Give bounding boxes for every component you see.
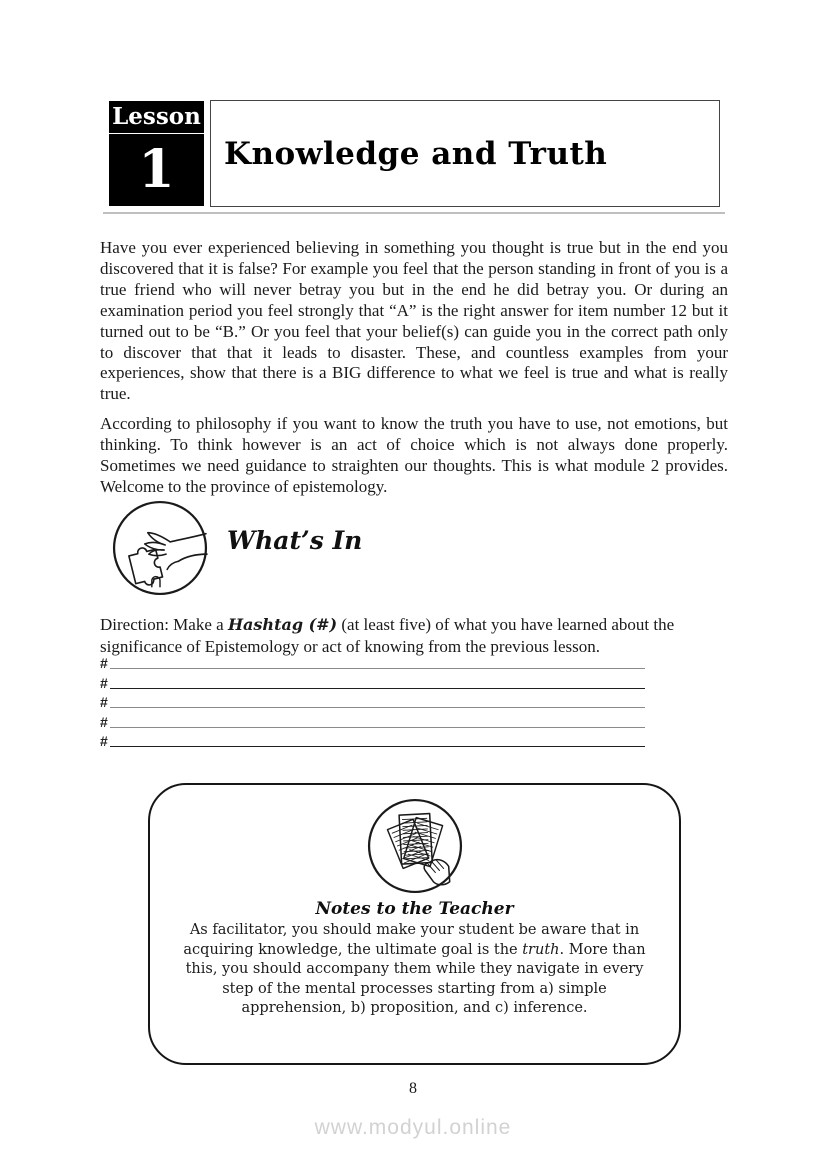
answer-blank-line (110, 727, 645, 728)
hashtag-blank-row (100, 730, 645, 749)
hashtag-blank-row (100, 652, 645, 671)
page-number: 8 (409, 1080, 417, 1097)
lesson-title: Knowledge and Truth (224, 135, 608, 172)
notes-body-suffix: . More than this, you should accompany them while they navigate in every step of the mental processes starting from a) simple apprehension, b) proposition, and c) inference. (185, 941, 646, 1016)
hashtag-blank-list (100, 652, 645, 749)
lesson-number-cell (108, 100, 205, 207)
watermark-text: www.modyul.online (314, 1116, 512, 1139)
lesson-label: Lesson (109, 101, 204, 134)
notes-to-teacher-box (148, 783, 681, 1065)
lesson-banner (103, 95, 725, 212)
answer-blank-line (110, 707, 645, 708)
papers-in-hand-icon (366, 797, 464, 895)
hashtag-blank-row (100, 671, 645, 690)
intro-paragraph-1: Have you ever experienced believing in something you thought is true but in the end you discovered that it is false? For example you feel that the person standing in front of you is a true friend who will never betray you but in the end he did betray you. Or during an examination period you feel strongly that “A” is the right answer for item number 12 but it turned out to be “B.” Or you feel that your belief(s) can guide you in the correct path only to discover that that it leads to disaster. These, and countless examples from your experiences, show that there is a BIG difference to what we feel is true and what is really true. (100, 238, 728, 404)
direction-prefix: Direction: Make a (100, 615, 228, 634)
hash-symbol: # (100, 655, 108, 672)
hash-symbol: # (100, 674, 108, 691)
lesson-number: 1 (138, 139, 175, 200)
notes-body (169, 921, 661, 1019)
hash-symbol: # (100, 732, 108, 749)
direction-suffix: (at least five) of what you have learned about the significance of Epistemology or act of knowing from the previous lesson. (100, 615, 675, 656)
hand-puzzle-piece-icon (111, 499, 209, 597)
hashtag-blank-row (100, 710, 645, 729)
hash-symbol: # (100, 713, 108, 730)
answer-blank-line (110, 688, 645, 689)
notes-body-italic: truth (522, 941, 560, 958)
hashtag-blank-row (100, 691, 645, 710)
whats-in-heading: What’s In (227, 526, 363, 555)
lesson-title-cell (210, 100, 720, 207)
notes-heading: Notes to the Teacher (315, 899, 514, 919)
hash-symbol: # (100, 694, 108, 711)
intro-paragraph-2: According to philosophy if you want to know the truth you have to use, not emotions, but thinking. To think however is an act of choice which is not always done properly. Sometimes we need guidance to straighten our thoughts. This is what module 2 provides. Welcome to the province of epistemology. (100, 414, 728, 496)
direction-bold: Hashtag (#) (227, 615, 338, 634)
answer-blank-line (110, 668, 645, 669)
answer-blank-line (110, 746, 645, 747)
notes-body-prefix: As facilitator, you should make your student be aware that in acquiring knowledge, the ultimate goal is the (183, 922, 640, 958)
direction-text (100, 614, 728, 657)
